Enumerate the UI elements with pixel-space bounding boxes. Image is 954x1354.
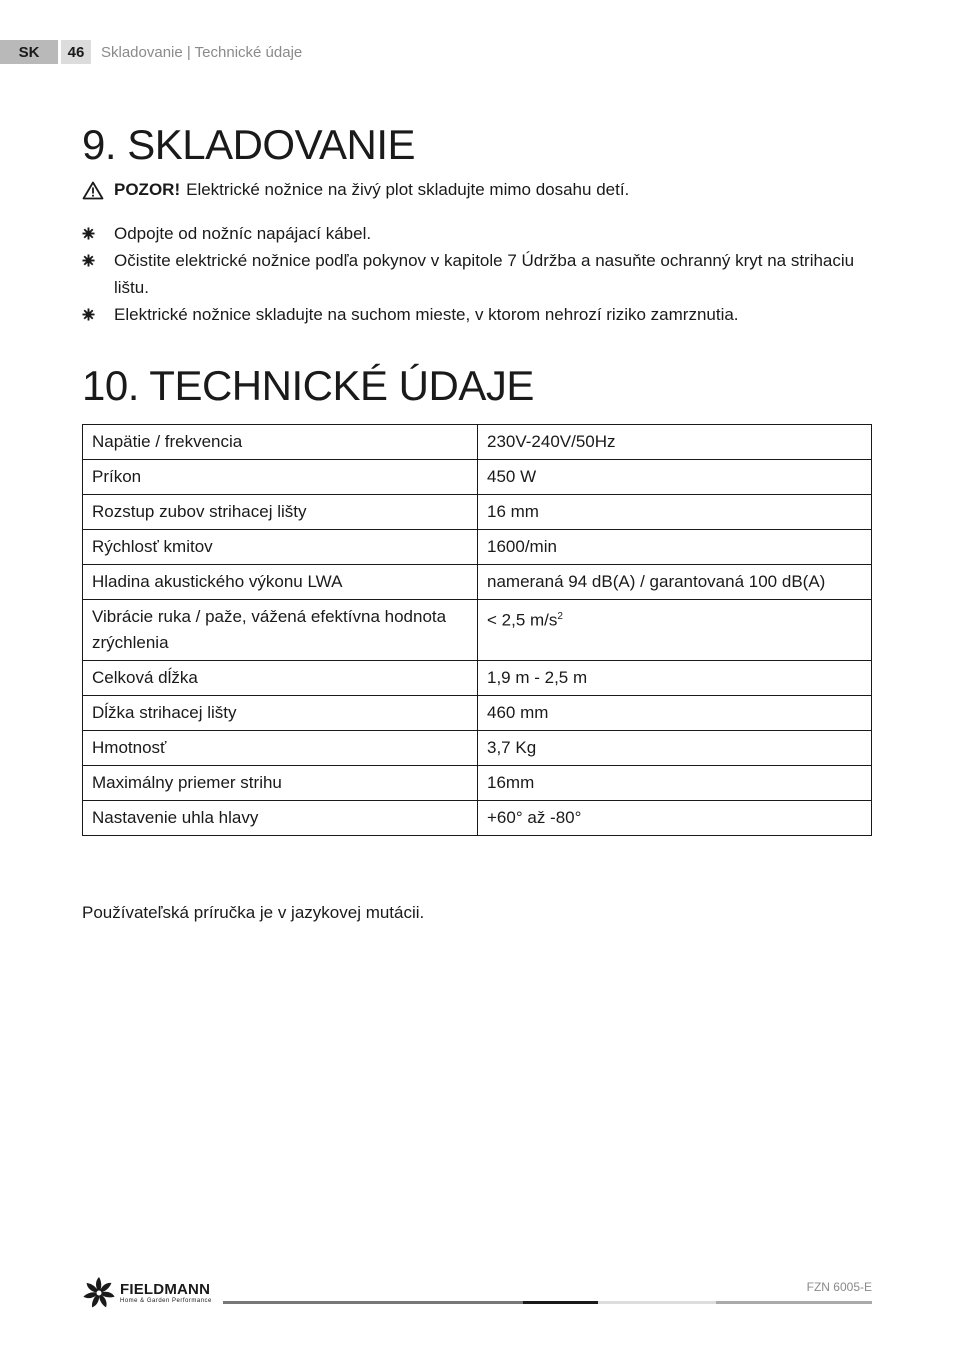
- spec-label: Celková dĺžka: [83, 661, 478, 696]
- manual-language-note: Používateľská príručka je v jazykovej mutácii.: [82, 903, 425, 922]
- table-row: [83, 661, 872, 696]
- storage-instructions: [82, 220, 862, 328]
- spec-label: Hladina akustického výkonu LWA: [83, 565, 478, 600]
- footer-rule-segment: [716, 1301, 872, 1304]
- spec-label: Rýchlosť kmitov: [83, 530, 478, 565]
- spec-value: +60° až -80°: [478, 801, 872, 836]
- warning-notice: [82, 180, 629, 200]
- spec-label: Vibrácie ruka / paže, vážená efektívna hodnota zrýchlenia: [83, 600, 478, 661]
- warning-label: POZOR!: [114, 180, 181, 199]
- spec-label: Nastavenie uhla hlavy: [83, 801, 478, 836]
- spec-label: Dĺžka strihacej lišty: [83, 696, 478, 731]
- section-title-storage: 9. SKLADOVANIE: [82, 121, 416, 168]
- table-row: [83, 530, 872, 565]
- spec-value: 450 W: [478, 460, 872, 495]
- footer-rule-segment: [598, 1301, 716, 1304]
- model-number: FZN 6005-E: [806, 1280, 872, 1294]
- spec-value: 16 mm: [478, 495, 872, 530]
- table-row: [83, 766, 872, 801]
- spec-label: Rozstup zubov strihacej lišty: [83, 495, 478, 530]
- footer-rule: [223, 1301, 872, 1304]
- list-item-text: Elektrické nožnice skladujte na suchom mieste, v ktorom nehrozí riziko zamrznutia.: [114, 305, 739, 324]
- fan-leaf-logo-icon: [82, 1277, 116, 1309]
- spec-value-superscript: 2: [557, 611, 563, 622]
- list-item-text: Odpojte od nožníc napájací kábel.: [114, 224, 372, 243]
- technical-data-table: [82, 424, 872, 836]
- spec-label: Hmotnosť: [83, 731, 478, 766]
- spec-value: nameraná 94 dB(A) / garantovaná 100 dB(A): [478, 565, 872, 600]
- spec-value: 16mm: [478, 766, 872, 801]
- running-head: Skladovanie | Technické údaje: [101, 43, 303, 61]
- spec-value: 1,9 m - 2,5 m: [478, 661, 872, 696]
- page-header: [0, 40, 302, 64]
- brand-text: [120, 1282, 212, 1305]
- spec-label: Napätie / frekvencia: [83, 425, 478, 460]
- spec-value: 230V-240V/50Hz: [478, 425, 872, 460]
- table-row: [83, 425, 872, 460]
- spec-value: [478, 600, 872, 661]
- spec-label: Maximálny priemer strihu: [83, 766, 478, 801]
- table-row: [83, 696, 872, 731]
- warning-triangle-icon: [82, 181, 104, 200]
- brand-name: FIELDMANN: [120, 1280, 211, 1298]
- spec-value: 1600/min: [478, 530, 872, 565]
- bullet-icon: [82, 227, 95, 240]
- spec-value-text: < 2,5 m/s: [487, 610, 558, 630]
- page-number: 46: [61, 40, 91, 64]
- spec-label: Príkon: [83, 460, 478, 495]
- spec-value: 460 mm: [478, 696, 872, 731]
- brand-logo: [82, 1277, 212, 1309]
- footer-rule-segment: [523, 1301, 598, 1304]
- table-row: [83, 801, 872, 836]
- section-title-technical-data: 10. TECHNICKÉ ÚDAJE: [82, 362, 534, 409]
- footer-rule-segment: [223, 1301, 523, 1304]
- language-badge: SK: [0, 40, 58, 64]
- warning-text: Elektrické nožnice na živý plot skladujte mimo dosahu detí.: [186, 180, 630, 199]
- bullet-icon: [82, 254, 95, 267]
- list-item: [82, 301, 862, 328]
- table-row: [83, 565, 872, 600]
- spec-value: 3,7 Kg: [478, 731, 872, 766]
- bullet-icon: [82, 308, 95, 321]
- list-item: [82, 247, 862, 301]
- list-item-text: Očistite elektrické nožnice podľa pokynov v kapitole 7 Údržba a nasuňte ochranný kryt na strihaciu lištu.: [114, 251, 855, 297]
- table-row: [83, 460, 872, 495]
- brand-tagline: Home & Garden Performance: [120, 1297, 212, 1304]
- table-row: [83, 600, 872, 661]
- table-row: [83, 495, 872, 530]
- table-row: [83, 731, 872, 766]
- list-item: [82, 220, 862, 247]
